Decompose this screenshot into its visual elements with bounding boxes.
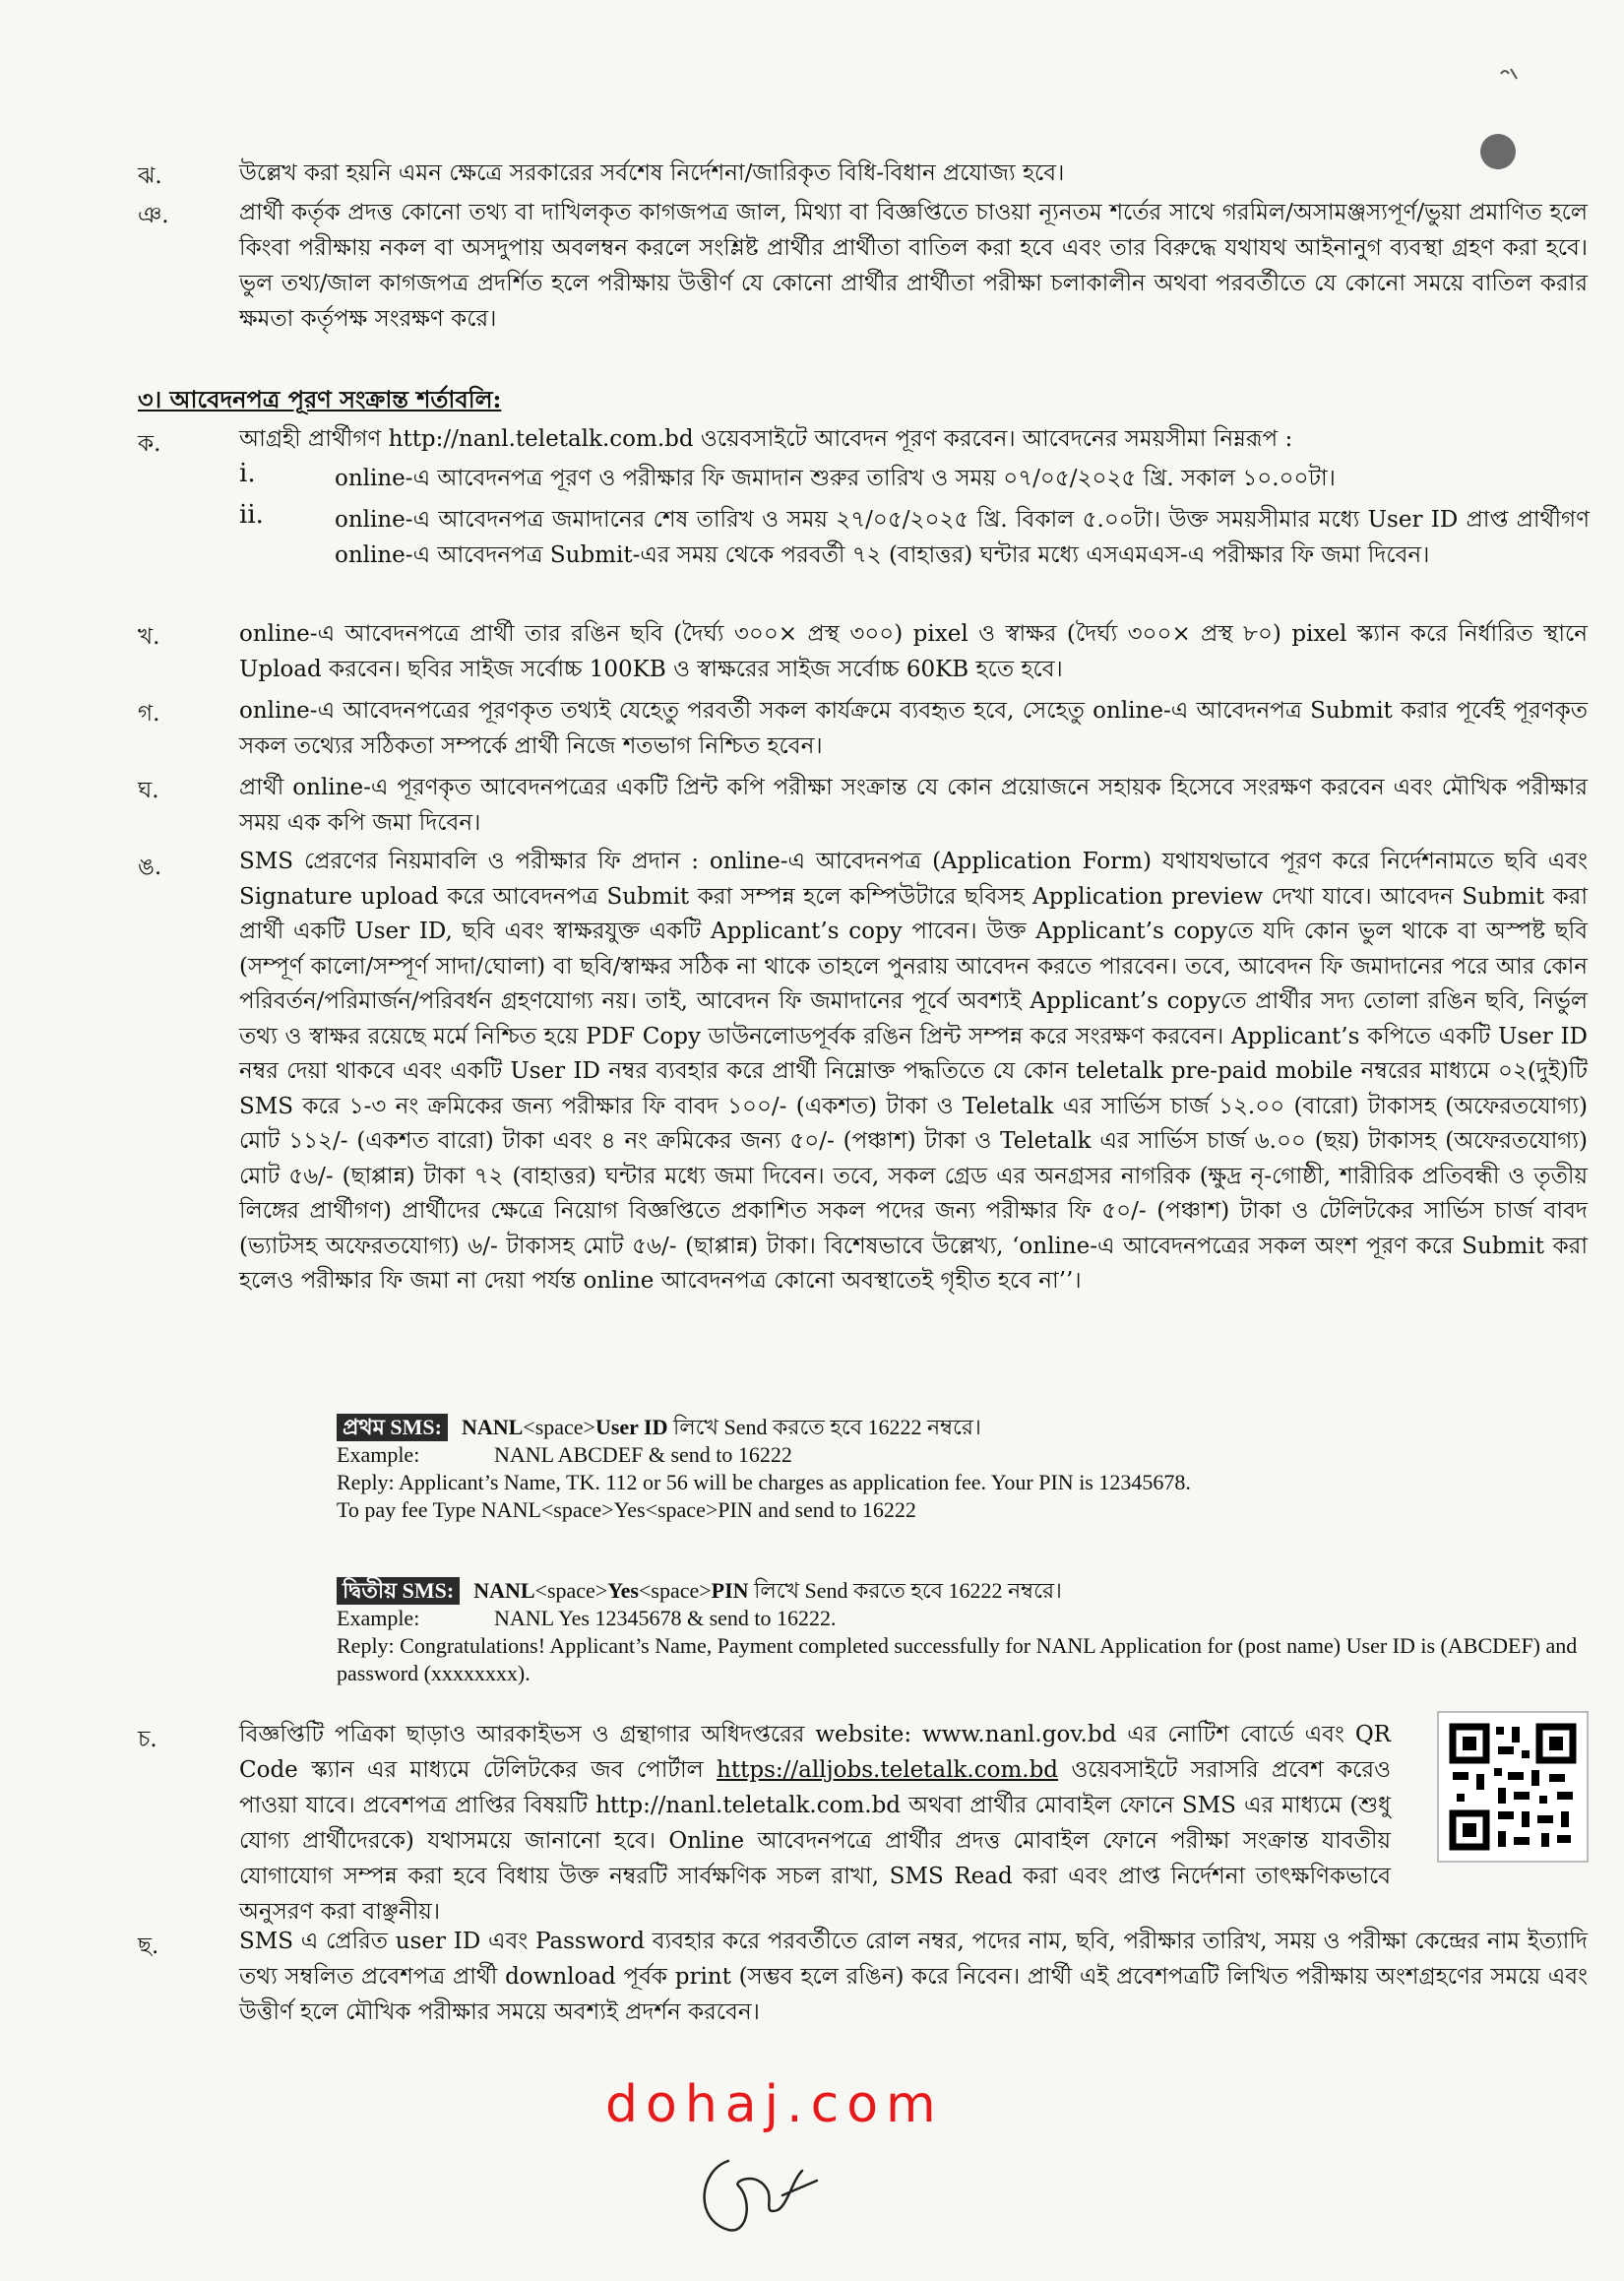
item-text: SMS প্রেরণের নিয়মাবলি ও পরীক্ষার ফি প্রদান : online-এ আবেদনপত্র (Application Form) যথাযথভাবে পূরণ করে নির্দেশনামতে ছবি এবং Signature upload করে আবেদনপত্র Submit করা সম্পন্ন হলে কম্পিউটারে ছবিসহ Application preview দেখা যাবে। আবেদন Submit করা প্রার্থী একটি User ID, ছবি এবং স্বাক্ষরযুক্ত একটি Applicant’s copy পাবেন। উক্ত Applicant’s copyতে যদি কোন ভুল থাকে বা অস্পষ্ট ছবি (সম্পূর্ণ কালো/সম্পূর্ণ সাদা/ঘোলা) বা ছবি/স্বাক্ষর সঠিক না থাকে তাহলে পুনরায় আবেদন করতে পারবেন। তবে, আবেদন ফি জমাদানের পরে আর কোন পরিবর্তন/পরিমার্জন/পরিবর্ধন গ্রহণযোগ্য নয়। তাই, আবেদন ফি জমাদানের পূর্বে অবশ্যই Applicant’s copyতে প্রার্থীর সদ্য তোলা রঙিন ছবি, নির্ভুল তথ্য ও স্বাক্ষর রয়েছে মর্মে নিশ্চিত হয়ে PDF Copy ডাউনলোডপূর্বক রঙিন প্রিন্ট সম্পন্ন করে সংরক্ষণ করবেন। Applicant’s কপিতে একটি User ID নম্বর দেয়া থাকবে এবং একটি User ID নম্বর ব্যবহার করে প্রার্থী নিম্নোক্ত পদ্ধতিতে যে কোন teletalk pre-paid mobile নম্বরের মাধ্যমে ০২(দুই)টি SMS করে ১-৩ নং ক্রমিকের জন্য পরীক্ষার ফি বাবদ ১০০/- (একশত) টাকা ও Teletalk এর সার্ভিস চার্জ ১২.০০ (বারো) টাকাসহ (অফেরতযোগ্য) মোট ১১২/- (একশত বারো) টাকা এবং ৪ নং ক্রমিকের জন্য ৫০/- (পঞ্চাশ) টাকা ও Teletalk এর সার্ভিস চার্জ ৬.০০ (ছয়) টাকাসহ (অফেরতযোগ্য) মোট ৫৬/- (ছাপ্পান্ন) টাকা ৭২ (বাহাত্তর) ঘন্টার মধ্যে জমা দিবেন। তবে, সকল গ্রেড এর অনগ্রসর নাগরিক (ক্ষুদ্র নৃ-গোষ্ঠী, শারীরিক প্রতিবন্ধী ও তৃতীয় লিঙ্গের প্রার্থীগণ) প্রার্থীদের ক্ষেত্রে নিয়োগ বিজ্ঞপ্তিতে প্রকাশিত সকল পদের জন্য পরীক্ষার ফি ৫০/- (পঞ্চাশ) টাকা ও টেলিটকের সার্ভিস চার্জ বাবদ (ভ্যাটসহ অফেরতযোগ্য) ৬/- টাকাসহ মোট ৫৬/- (ছাপ্পান্ন) টাকা। বিশেষভাবে উল্লেখ্য, ‘online-এ আবেদনপত্রের সকল অংশ পূরণ করে Submit করা হলেও পরীক্ষার ফি জমা না দেয়া পর্যন্ত online আবেদনপত্র কোনো অবস্থাতেই গৃহীত হবে না’’। xyxy=(239,849,1588,1294)
item-text: SMS এ প্রেরিত user ID এবং Password ব্যবহার করে পরবর্তীতে রোল নম্বর, পদের নাম, ছবি, পরীক্ষার তারিখ, সময় ও পরীক্ষা কেন্দ্রের নাম ইত্যাদি তথ্য সম্বলিত প্রবেশপত্র প্রার্থী download পূর্বক print (সম্ভব হলে রঙিন) করে নিবেন। প্রার্থী এই প্রবেশপত্রটি লিখিত পরীক্ষায় অংশগ্রহণের সময়ে এবং উত্তীর্ণ হলে মৌখিক পরীক্ষার সময়ে অবশ্যই প্রদর্শন করবেন। xyxy=(239,1929,1588,2025)
item-text: প্রার্থী কর্তৃক প্রদত্ত কোনো তথ্য বা দাখিলকৃত কাগজপত্র জাল, মিথ্যা বা বিজ্ঞপ্তিতে চাওয়া ন্যূনতম শর্তের সাথে গরমিল/অসামঞ্জস্যপূর্ণ/ভুয়া প্রমাণিত হলে কিংবা পরীক্ষায় নকল বা অসদুপায় অবলম্বন করলে সংশ্লিষ্ট প্রার্থীর প্রার্থীতা বাতিল করা হবে এবং তার বিরুদ্ধে যথাযথ আইনানুগ ব্যবস্থা গ্রহণ করা হবে। ভুল তথ্য/জাল কাগজপত্র প্রদর্শিত হলে পরীক্ষায় উত্তীর্ণ যে কোনো প্রার্থীর প্রার্থীতা পরীক্ষা চলাকালীন অথবা পরবর্তীতে যে কোনো সময়ে বাতিল করার ক্ষমতা কর্তৃপক্ষ সংরক্ষণ করে। xyxy=(239,200,1588,332)
item-text: online-এ আবেদনপত্রে প্রার্থী তার রঙিন ছবি (দৈর্ঘ্য ৩০০× প্রস্থ ৩০০) pixel ও স্বাক্ষর (দৈর্ঘ্য ৩০০× প্রস্থ ৮০) pixel স্ক্যান করে নির্ধারিত স্থানে Upload করবেন। ছবির সাইজ সর্বোচ্চ 100KB ও স্বাক্ষরের সাইজ সর্বোচ্চ 60KB হতে হবে। xyxy=(239,621,1588,682)
item-marker: ক. xyxy=(138,431,161,457)
item-text: উল্লেখ করা হয়নি এমন ক্ষেত্রে সরকারের সর্বশেষ নির্দেশনা/জারিকৃত বিধি-বিধান প্রযোজ্য হবে। xyxy=(239,160,1065,186)
example-label: Example: xyxy=(337,1442,420,1467)
pay-instruction: To pay fee Type NANL<space>Yes<space>PIN and send to 16222 xyxy=(337,1497,916,1522)
sms-instruction: লিখে Send করতে হবে 16222 নম্বরে। xyxy=(754,1578,1062,1603)
item-marker: চ. xyxy=(138,1727,157,1752)
first-sms-tag: প্রথম SMS: xyxy=(337,1414,448,1441)
sms-command-part: Yes xyxy=(607,1578,639,1603)
section-heading: ৩। আবেদনপত্র পূরণ সংক্রান্ত শর্তাবলি: xyxy=(138,385,502,413)
example-text: NANL ABCDEF & send to 16222 xyxy=(494,1442,792,1467)
qr-code-image xyxy=(1437,1711,1589,1863)
second-sms-command xyxy=(337,1577,1596,1605)
sms-space-token: <space> xyxy=(534,1578,608,1603)
item-text: আগ্রহী প্রার্থীগণ http://nanl.teletalk.com.bd ওয়েবসাইটে আবেদন পূরণ করবেন। আবেদনের সময়সীমা নিম্নরূপ : xyxy=(239,426,1293,452)
item-marker: গ. xyxy=(138,701,160,727)
sms-command-part: NANL xyxy=(461,1415,524,1439)
sub-marker: ii. xyxy=(239,500,264,530)
sms-command-part: User ID xyxy=(594,1415,668,1439)
reply-text: Reply: Congratulations! Applicant’s Name, Payment completed successfully for NANL Application for (post name) User ID is (ABCDEF) and password (xxxxxxxx). xyxy=(337,1633,1578,1685)
watermark-text: dohaj.com xyxy=(605,2075,944,2134)
sms-command-part: NANL xyxy=(473,1578,535,1603)
example-text: NANL Yes 12345678 & send to 16222. xyxy=(494,1606,837,1630)
second-sms-block xyxy=(337,1577,1596,1687)
reply-text: Reply: Applicant’s Name, TK. 112 or 56 will be charges as application fee. Your PIN is 12345678. xyxy=(337,1470,1191,1494)
sms-space-token: <space> xyxy=(639,1578,712,1603)
sub-text: online-এ আবেদনপত্র পূরণ ও পরীক্ষার ফি জমাদান শুরুর তারিখ ও সময় ০৭/০৫/২০২৫ খ্রি. সকাল ১০.০০টা। xyxy=(335,466,1336,491)
item-text xyxy=(239,1717,1391,1930)
sms-space-token: <space> xyxy=(523,1415,595,1439)
item-marker: ছ. xyxy=(138,1933,159,1959)
example-label: Example: xyxy=(337,1606,420,1630)
sub-text: online-এ আবেদনপত্র জমাদানের শেষ তারিখ ও সময় ২৭/০৫/২০২৫ খ্রি. বিকাল ৫.০০টা। উক্ত সময়সীমার মধ্যে User ID প্রাপ্ত প্রার্থীগণ online-এ আবেদনপত্র Submit-এর সময় থেকে পরবর্তী ৭২ (বাহাত্তর) ঘন্টার মধ্যে এসএমএস-এ পরীক্ষার ফি জমা দিবেন। xyxy=(335,507,1590,568)
handwritten-signature xyxy=(689,2141,846,2240)
first-sms-block xyxy=(337,1414,1596,1524)
item-text-part: ওয়েবসাইটে সরাসরি প্রবেশ করেও পাওয়া যাবে। প্রবেশপত্র প্রাপ্তির বিষয়টি http://nanl.teletalk.com.bd অথবা প্রার্থীর মোবাইল ফোনে SMS এর মাধ্যমে (শুধু যোগ্য প্রার্থীদেরকে) যথাসময়ে জানানো হবে। Online আবেদনপত্রে প্রার্থীর প্রদত্ত মোবাইল ফোনে পরীক্ষা সংক্রান্ত যাবতীয় যোগাযোগ সম্পন্ন করা হবে বিধায় উক্ত নম্বরটি সার্বক্ষণিক সচল রাখা, SMS Read করা এবং প্রাপ্ত নির্দেশনা তাৎক্ষণিকভাবে অনুসরণ করা বাঞ্ছনীয়। xyxy=(239,1757,1391,1925)
sms-command-part: PIN xyxy=(711,1578,749,1603)
item-text-part: বিজ্ঞপ্তিটি পত্রিকা ছাড়াও আরকাইভস ও গ্রন্থাগার অধিদপ্তরের website: www.nanl.gov.bd এর নোটিশ বোর্ডে এবং QR Code স্ক্যান এর মাধ্যমে টেলিটকের জব পোর্টাল xyxy=(239,1722,1391,1783)
item-marker: ঘ. xyxy=(138,778,159,803)
second-sms-tag: দ্বিতীয় SMS: xyxy=(337,1577,460,1605)
sub-marker: i. xyxy=(239,459,256,488)
item-text: online-এ আবেদনপত্রের পূরণকৃত তথ্যই যেহেতু পরবর্তী সকল কার্যক্রমে ব্যবহৃত হবে, সেহেতু online-এ আবেদনপত্র Submit করার পূর্বেই পূরণকৃত সকল তথ্যের সঠিকতা সম্পর্কে প্রার্থী নিজে শতভাগ নিশ্চিত হবেন। xyxy=(239,698,1588,759)
first-sms-command xyxy=(337,1414,1596,1441)
sms-instruction: লিখে Send করতে হবে 16222 নম্বরে। xyxy=(673,1415,981,1439)
item-marker: ঞ. xyxy=(138,203,169,228)
item-marker: ঝ. xyxy=(138,163,162,189)
corner-scribble xyxy=(1481,30,1570,128)
alljobs-link[interactable]: https://alljobs.teletalk.com.bd xyxy=(717,1757,1059,1783)
item-marker: খ. xyxy=(138,624,160,650)
item-text: প্রার্থী online-এ পূরণকৃত আবেদনপত্রের একটি প্রিন্ট কপি পরীক্ষা সংক্রান্ত যে কোন প্রয়োজনে সহায়ক হিসেবে সংরক্ষণ করবেন এবং মৌখিক পরীক্ষার সময় এক কপি জমা দিবেন। xyxy=(239,775,1588,836)
item-marker: ঙ. xyxy=(138,855,162,880)
